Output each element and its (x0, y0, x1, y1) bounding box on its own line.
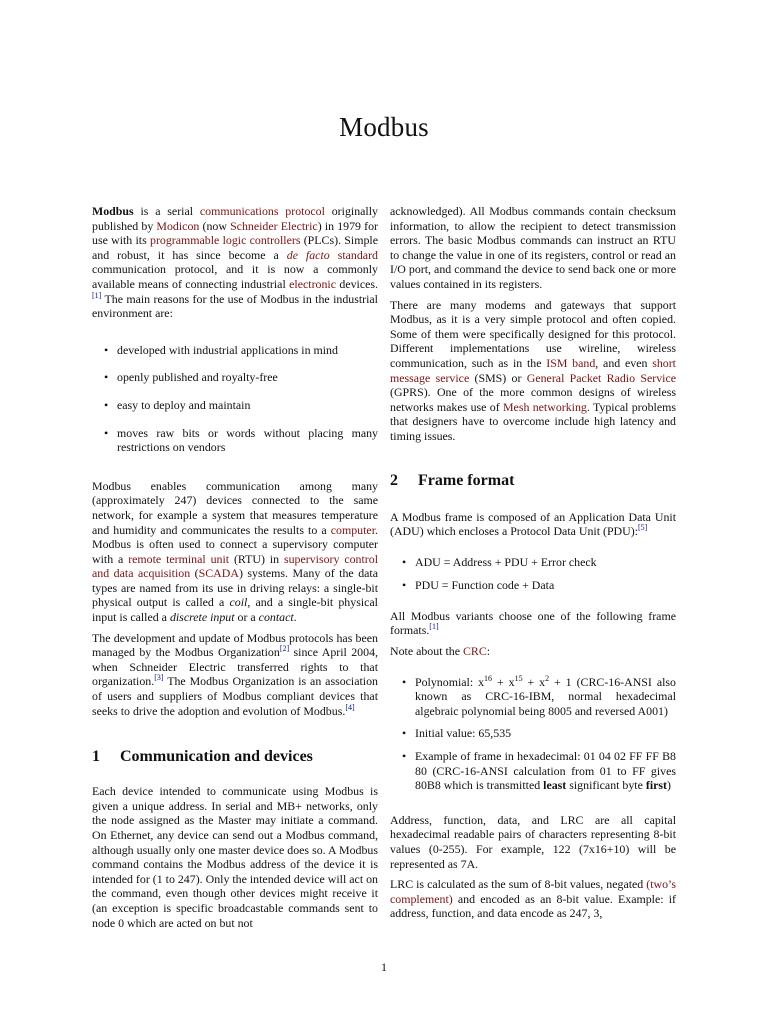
term-contact: contact (258, 610, 294, 625)
ref-link[interactable]: [5] (638, 523, 648, 533)
intro-text: communication protocol, and it is now a commonly available means of connecting industrial (92, 262, 378, 291)
link-schneider-electric[interactable]: Schneider Electric (230, 218, 318, 233)
para-text: Note about the (390, 644, 463, 659)
para-text: Modbus enables communication among many (approximately 247) devices connected to the same network, for example a system that measures temperature and humidity and communicates the results to a (92, 478, 378, 537)
ref-1 (92, 291, 101, 300)
link-rtu[interactable]: remote terminal unit (128, 551, 230, 566)
paragraph-organization (92, 631, 378, 719)
ref-link[interactable]: [1] (429, 622, 439, 632)
link-twos-complement[interactable]: (two’s complement) (390, 877, 676, 906)
ref-link[interactable]: [4] (345, 702, 355, 712)
page-number: 1 (381, 960, 387, 974)
intro-text: The main reasons for the use of Modbus in the industrial environment are: (92, 291, 378, 321)
intro-text: ) in 1979 for use with its (92, 218, 378, 248)
link-mesh-networking[interactable]: Mesh networking (502, 399, 587, 414)
link-gprs[interactable]: General Packet Radio Service (526, 370, 676, 385)
paragraph-modems (390, 298, 676, 444)
intro-paragraph (92, 204, 378, 321)
term-discrete-input: discrete input (169, 610, 235, 625)
left-column (92, 204, 378, 936)
ref-3 (154, 673, 163, 682)
crc-list (390, 675, 676, 793)
link-sms[interactable]: short message service (390, 355, 676, 385)
intro-text: (PLCs). Simple and robust, it has since become a (92, 233, 378, 262)
link-ism-band[interactable]: ISM band (546, 355, 596, 370)
intro-text (330, 248, 338, 262)
paragraph-variants (390, 609, 676, 638)
ref-4 (345, 703, 354, 712)
poly-text: + x (492, 674, 515, 689)
intro-bold-term: Modbus (92, 204, 134, 218)
example-text: significant byte (566, 778, 646, 793)
para-text: ( (190, 566, 199, 581)
link-computer[interactable]: computer (330, 522, 376, 537)
list-item: • easy to deploy and maintain (92, 398, 378, 413)
section-number: 1 (92, 748, 100, 766)
ref-link[interactable]: [2] (279, 644, 290, 654)
para-text: All Modbus variants choose one of the following frame formats. (390, 608, 676, 638)
section-title: Frame format (418, 471, 515, 489)
para-text: , and even (595, 355, 653, 370)
paragraph-crc-note (390, 644, 676, 659)
list-item: • openly published and royalty-free (92, 370, 378, 385)
section-heading (390, 472, 676, 490)
list-item: • developed with industrial applications in mind (92, 343, 378, 358)
section-number: 2 (390, 471, 398, 489)
para-text: : (486, 644, 491, 659)
intro-text: devices. (336, 276, 378, 291)
para-text: There are many modems and gateways that support Modbus, as it is a very simple protocol and often copied. Some of them were specifically designed for this protocol. Different implementations use wireline, wireless communication, such as in the (390, 297, 676, 370)
intro-text: (now (199, 218, 231, 233)
ref-link[interactable]: [1] (92, 290, 102, 300)
para-text: The development and update of Modbus protocols has been managed by the Modbus Organization (92, 630, 378, 660)
right-column (390, 204, 676, 927)
para-text: ) systems. Many of the data types are named from its use in driving relays: a single-bit physical output is called a (92, 566, 378, 610)
list-item: • PDU = Function code + Data (390, 578, 676, 593)
link-communications-protocol[interactable]: communications protocol (199, 204, 325, 218)
link-modicon[interactable]: Modicon (156, 218, 200, 233)
paragraph-checksum: acknowledged). All Modbus commands contain checksum information, to allow the recipient to detect transmission errors. The basic Modbus commands can instruct an RTU to change the value in one of its registers, control or read an I/O port, and command the device to send back one or more values contained in its registers. (390, 204, 676, 291)
ref-link[interactable]: [3] (154, 673, 164, 683)
paragraph-frame (390, 510, 676, 539)
para-text: and encoded as an 8-bit value. Example: if address, function, and data encode as 247, 3, (390, 891, 676, 921)
paragraph-devices: Each device intended to communicate using Modbus is given a unique address. In serial and MB+ networks, only the node assigned as the Master may initiate a command. On Ethernet, any device can send out a Modbus command, although usually only one master device does so. A Modbus command contains the Modbus address of the device it is intended for (1 to 247). Only the intended device will act on the command, even though other devices might receive it (an exception is specific broadcastable commands sent to node 0 which are acted on but not (92, 784, 378, 930)
paragraph-lrc (390, 877, 676, 921)
ref-5 (638, 523, 647, 532)
link-standard[interactable]: standard (337, 247, 378, 262)
list-item: • ADU = Address + PDU + Error check (390, 555, 676, 570)
ref-1b (429, 623, 438, 632)
exponent: 2 (545, 673, 550, 683)
exponent: 16 (484, 673, 493, 683)
intro-text: originally published by (92, 204, 378, 233)
para-text: LRC is calculated as the sum of 8-bit values, negated (390, 877, 647, 892)
list-item (390, 675, 676, 719)
para-text: or a (234, 610, 259, 625)
intro-text: is a serial (133, 204, 200, 218)
example-text: Example of frame in hexadecimal: 01 04 02 FF FF B8 80 (CRC-16-ANSI calculation from 01 to FF gives 80B8 which is transmitted (415, 749, 676, 793)
reasons-list (92, 343, 378, 455)
bold-least: least (543, 778, 567, 793)
example-text: ) (667, 778, 671, 793)
para-text: , and a single-bit physical input is called a (92, 595, 378, 625)
para-text: A Modbus frame is composed of an Application Data Unit (ADU) which encloses a Protocol Data Unit (PDU): (390, 509, 676, 539)
link-plc[interactable]: programmable logic controllers (150, 233, 301, 248)
poly-text: Polynomial: x (415, 674, 485, 689)
list-item (390, 749, 676, 793)
para-text: The Modbus Organization is an association of users and suppliers of Modbus compliant devices that seeks to drive the adoption and evolution of Modbus. (92, 674, 378, 718)
section-title: Communication and devices (120, 748, 313, 766)
para-text: (RTU) in (229, 551, 284, 566)
paragraph-communication (92, 479, 378, 625)
para-text: . Modbus is often used to connect a supervisory computer with a (92, 522, 378, 566)
link-crc[interactable]: CRC (462, 644, 487, 659)
para-text: (SMS) or (469, 370, 527, 385)
link-scada[interactable]: SCADA (198, 566, 239, 581)
para-text: . (293, 610, 297, 625)
list-item: • Initial value: 65,535 (390, 726, 676, 741)
exponent: 15 (514, 673, 523, 683)
paragraph-address: Address, function, data, and LRC are all capital hexadecimal readable pairs of characters representing 8-bit values (0-255). For example, 122 (7x16+10) will be represented as 7A. (390, 812, 676, 871)
bold-first: first (645, 778, 668, 793)
list-item: • moves raw bits or words without placing many restrictions on vendors (92, 426, 378, 455)
para-text: . Typical problems that designers have to overcome include high latency and timing issues. (390, 399, 676, 443)
link-de-facto[interactable]: de facto (286, 247, 330, 262)
poly-text: + 1 (CRC-16-ANSI also known as CRC-16-IBM, normal hexadecimal algebraic polynomial being 8005 and reversed A001) (415, 674, 676, 718)
link-electronic[interactable]: electronic (289, 276, 336, 291)
term-coil: coil (229, 595, 248, 610)
ref-2 (280, 644, 289, 653)
poly-text: + x (522, 674, 546, 689)
page-title: Modbus (339, 112, 429, 142)
frame-list (390, 555, 676, 593)
section-heading (92, 748, 378, 766)
para-text: since April 2004, when Schneider Electric transferred rights to that organization. (92, 645, 378, 689)
link-scada-full[interactable]: supervisory control and data acquisition (92, 551, 378, 581)
para-text: (GPRS). One of the more common designs of wireless networks makes use of (390, 385, 676, 414)
